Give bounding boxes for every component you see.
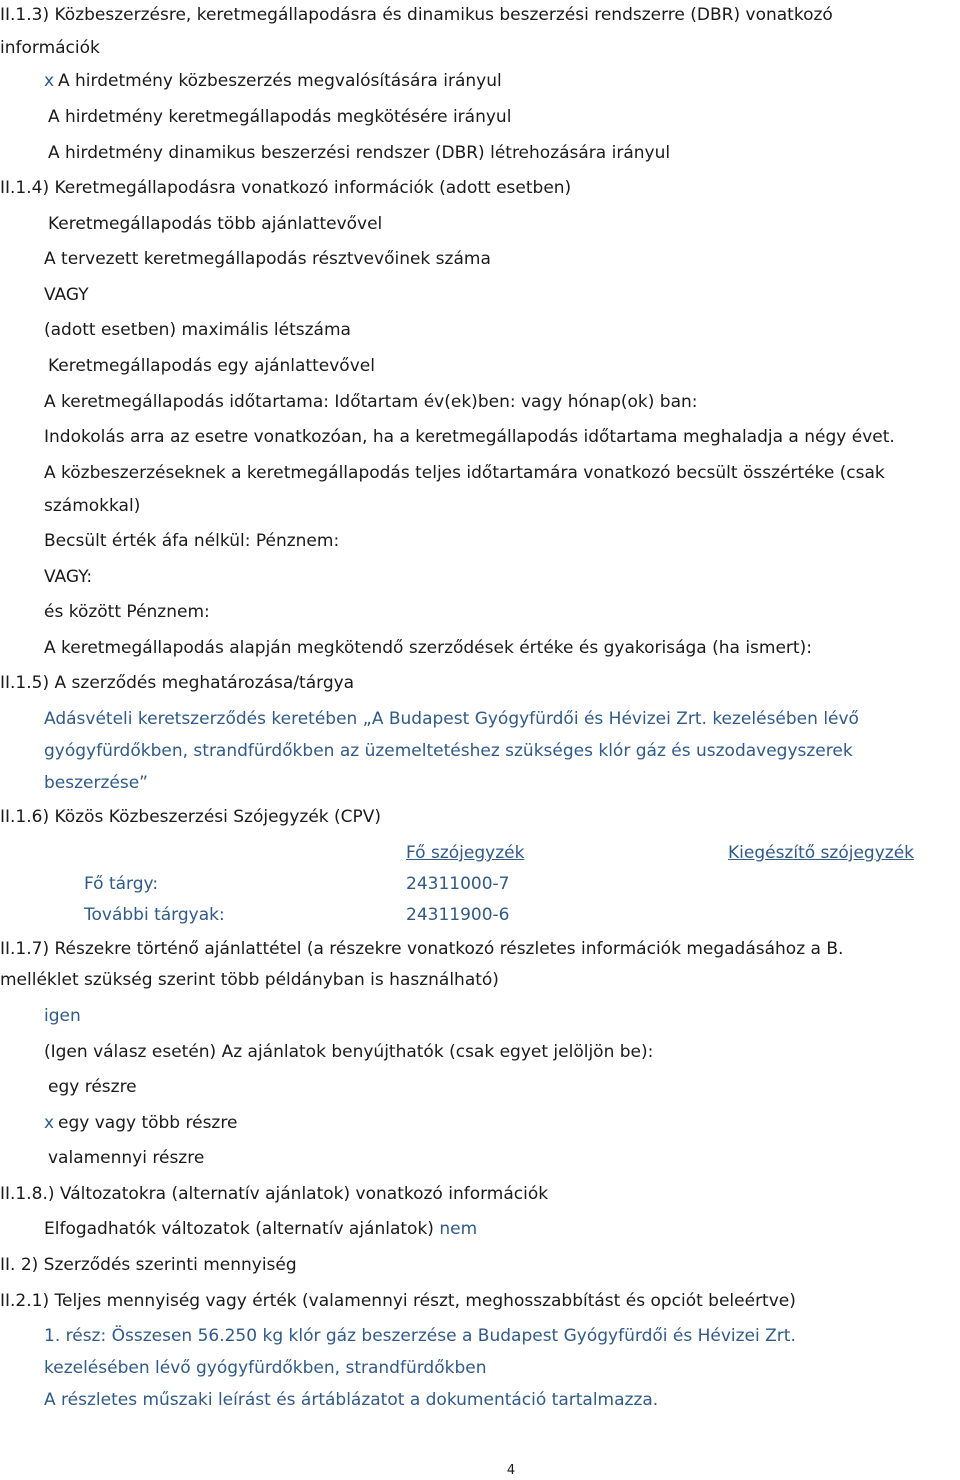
framework-participants-text: A tervezett keretmegállapodás résztvevőinek száma [44, 249, 491, 269]
selected-mark-2: x [44, 1113, 55, 1133]
lots-option-all: valamennyi részre [48, 1148, 205, 1168]
section-heading-ii-1-4: II.1.4) Keretmegállapodásra vonatkozó információk (adott esetben) [0, 178, 572, 198]
or-text: VAGY [44, 285, 89, 305]
contract-value-frequency-text: A keretmegállapodás alapján megkötendő szerződések értéke és gyakorisága (ha ismert): [44, 638, 812, 658]
cpv-supp-column-header: Kiegészítő szójegyzék [728, 843, 914, 863]
variants-value: nem [439, 1219, 478, 1239]
framework-multi-text: Keretmegállapodás több ajánlattevővel [48, 214, 383, 234]
selected-mark: x [44, 71, 55, 91]
cpv-main-column-header: Fő szójegyzék [406, 843, 525, 863]
section-heading-ii-1-5: II.1.5) A szerződés meghatározása/tárgya [0, 673, 355, 693]
justification-text: Indokolás arra az esetre vonatkozóan, ha a keretmegállapodás időtartama meghaladja a négy évet. [44, 427, 895, 447]
estimated-total-text: A közbeszerzéseknek a keretmegállapodás teljes időtartamára vonatkozó becsült összértéke (csak [44, 463, 885, 483]
page-number: 4 [506, 1463, 516, 1478]
section-heading-ii-1-7: II.1.7) Részekre történő ajánlattétel (a részekre vonatkozó részletes információk megadásához a B. [0, 939, 844, 959]
section-heading-ii-1-3-cont: információk [0, 38, 100, 58]
cpv-additional-code: 24311900-6 [406, 905, 510, 925]
max-count-text: (adott esetben) maximális létszáma [44, 320, 351, 340]
section-heading-ii-1-3: II.1.3) Közbeszerzésre, keretmegállapodásra és dinamikus beszerzési rendszerre (DBR) vonatkozó [0, 5, 833, 25]
cpv-main-subject-label: Fő tárgy: [84, 874, 159, 894]
section-heading-ii-1-6: II.1.6) Közös Közbeszerzési Szójegyzék (CPV) [0, 807, 382, 827]
lots-submission-text: (Igen válasz esetén) Az ajánlatok benyújthatók (csak egyet jelöljön be): [44, 1042, 654, 1062]
lots-answer: igen [44, 1006, 81, 1026]
subject-text-line-1: Adásvételi keretszerződés keretében „A Budapest Gyógyfürdői és Hévizei Zrt. kezelésében lévő [44, 709, 859, 729]
quantity-text-line-3: A részletes műszaki leírást és ártáblázatot a dokumentáció tartalmazza. [44, 1390, 659, 1410]
estimated-total-text-cont: számokkal) [44, 496, 141, 516]
subject-text-line-2: gyógyfürdőkben, strandfürdőkben az üzemeltetéshez szükséges klór gáz és uszodavegyszerek [44, 741, 853, 761]
lots-option-one: egy részre [48, 1077, 137, 1097]
section-heading-ii-2: II. 2) Szerződés szerinti mennyiség [0, 1255, 297, 1275]
variants-label: Elfogadhatók változatok (alternatív ajánlatok) [44, 1219, 434, 1239]
option-framework: A hirdetmény keretmegállapodás megkötésére irányul [48, 107, 512, 127]
framework-duration-text: A keretmegállapodás időtartama: Időtartam év(ek)ben: vagy hónap(ok) ban: [44, 392, 698, 412]
estimated-value-text: Becsült érték áfa nélkül: Pénznem: [44, 531, 340, 551]
section-heading-ii-1-7-cont: melléklet szükség szerint több példányban is használható) [0, 970, 499, 990]
lots-option-one-or-more: egy vagy több részre [58, 1113, 238, 1133]
cpv-main-subject-code: 24311000-7 [406, 874, 510, 894]
cpv-additional-label: További tárgyak: [84, 905, 225, 925]
quantity-text-line-1: 1. rész: Összesen 56.250 kg klór gáz beszerzése a Budapest Gyógyfürdői és Hévizei Zrt. [44, 1326, 796, 1346]
section-heading-ii-1-8: II.1.8.) Változatokra (alternatív ajánlatok) vonatkozó információk [0, 1184, 549, 1204]
variants-line [44, 1218, 477, 1240]
range-currency-text: és között Pénznem: [44, 602, 210, 622]
option-procurement: A hirdetmény közbeszerzés megvalósítására irányul [58, 71, 502, 91]
option-dbr: A hirdetmény dinamikus beszerzési rendszer (DBR) létrehozására irányul [48, 143, 671, 163]
section-heading-ii-2-1: II.2.1) Teljes mennyiség vagy érték (valamennyi részt, meghosszabbítást és opciót beleértve) [0, 1291, 796, 1311]
subject-text-line-3: beszerzése” [44, 773, 148, 793]
or-text-2: VAGY: [44, 567, 93, 587]
quantity-text-line-2: kezelésében lévő gyógyfürdőkben, strandfürdőkben [44, 1358, 487, 1378]
framework-single-text: Keretmegállapodás egy ajánlattevővel [48, 356, 375, 376]
